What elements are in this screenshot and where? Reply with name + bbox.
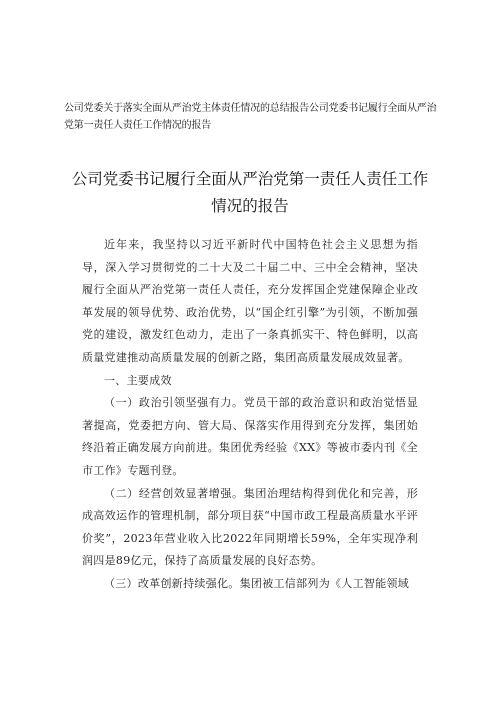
intro-paragraph: 近年来，我坚持以习近平新时代中国特色社会主义思想为指导，深入学习贯彻党的二十大及二十届二中、三中全会精神，坚决履行全面从严治党第一责任人责任，充分发挥国企党建保障企业改革发展的领导优势、政治优势，以“国企红引擎”为引领，不断加强党的建设，激发红色动力，走出了一条真抓实干、特色鲜明，以高质量党建推动高质量发展的创新之路，集团高质量发展成效显著。 — [82, 238, 418, 364]
item-reform-innovation: （三）改革创新持续强化。集团被工信部列为《人工智能领域 — [104, 576, 410, 590]
item-business-efficiency: （二）经营创效显著增强。集团治理结构得到优化和完善，形成高效运作的管理机制，部分项目获“中国市政工程最高质量水平评价奖”，2023年营业收入比2022年同期增长59%，全年实现净利润四是89亿元，保持了高质量发展的良好态势。 — [82, 486, 418, 568]
item-political-leadership: （一）政治引领坚强有力。党员干部的政治意识和政治觉悟显著提高，党委把方向、管大局、保落实作用得到充分发挥，集团始终沿着正确发展方向前进。集团优秀经验《XX》等被市委内刊《全市工作》专题刊登。 — [82, 396, 418, 477]
report-title: 公司党委书记履行全面从严治党第一责任人责任工作情况的报告 — [71, 170, 429, 215]
report-body — [82, 234, 418, 596]
document-header-title: 公司党委关于落实全面从严治党主体责任情况的总结报告公司党委书记履行全面从严治党第一责任人责任工作情况的报告 — [64, 103, 437, 131]
section-heading-main-results: 一、主要成效 — [104, 373, 172, 387]
